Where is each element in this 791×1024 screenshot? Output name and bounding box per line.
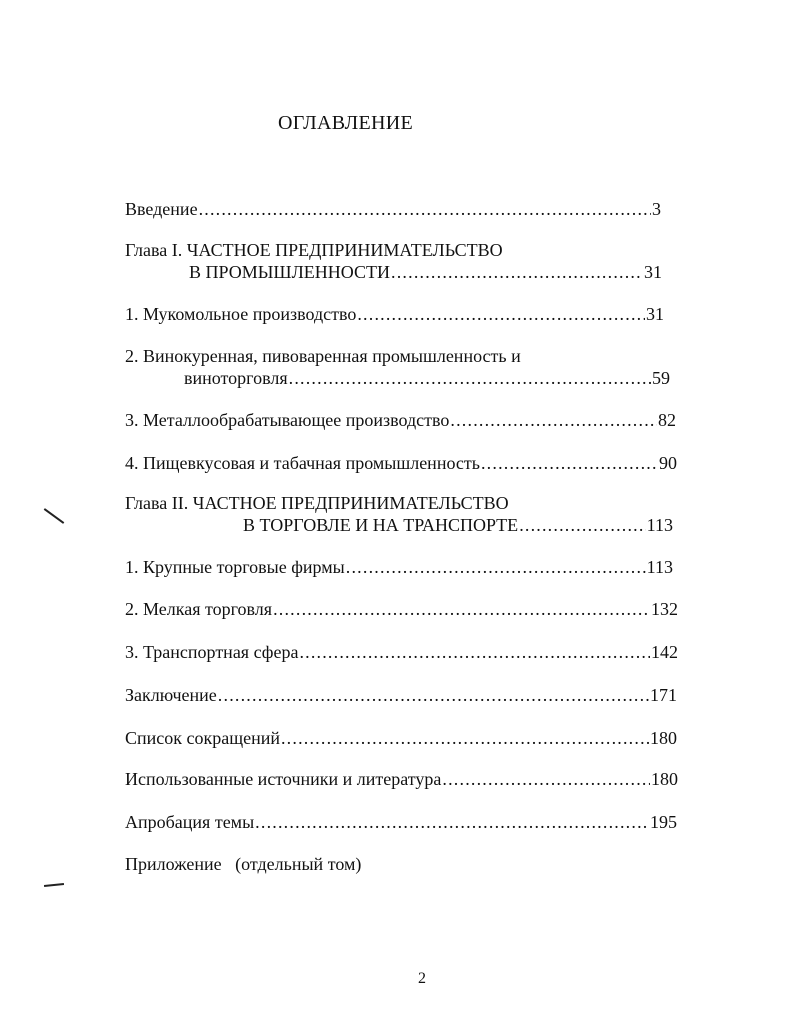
toc-label: Использованные источники и литература bbox=[125, 769, 442, 789]
toc-label: Введение bbox=[125, 199, 198, 219]
toc-entry-ch1-s3 bbox=[125, 409, 676, 431]
toc-entry-ch1-s1 bbox=[125, 303, 664, 325]
toc-entry-intro bbox=[125, 198, 661, 220]
toc-page: 3 bbox=[652, 199, 661, 219]
page-title: ОГЛАВЛЕНИЕ bbox=[278, 112, 413, 134]
toc-label: Апробация темы bbox=[125, 812, 255, 832]
toc-label: 1. Мукомольное производство bbox=[125, 304, 357, 324]
toc-ch1-s2-line1: 2. Винокуренная, пивоваренная промышленность и bbox=[125, 346, 521, 366]
toc-chapter1-line1: Глава I. ЧАСТНОЕ ПРЕДПРИНИМАТЕЛЬСТВО bbox=[125, 240, 503, 260]
toc-entry-sources bbox=[125, 768, 678, 790]
toc-label: 3. Металлообрабатывающее производство bbox=[125, 410, 450, 430]
toc-entry-ch2-s2 bbox=[125, 598, 678, 620]
toc-entry-chapter1 bbox=[189, 261, 662, 283]
toc-page: 113 bbox=[646, 515, 673, 535]
toc-entry-approbation bbox=[125, 811, 677, 833]
toc-page: 31 bbox=[644, 262, 662, 282]
page-number: 2 bbox=[418, 970, 426, 987]
toc-page: 195 bbox=[650, 812, 677, 832]
toc-page: 132 bbox=[651, 599, 678, 619]
toc-entry-ch2-s1 bbox=[125, 556, 673, 578]
toc-label: 2. Мелкая торговля bbox=[125, 599, 273, 619]
toc-label: 1. Крупные торговые фирмы bbox=[125, 557, 345, 577]
toc-label: виноторговля bbox=[184, 368, 288, 388]
toc-label: В ПРОМЫШЛЕННОСТИ bbox=[189, 262, 391, 282]
toc-chapter2-line1: Глава II. ЧАСТНОЕ ПРЕДПРИНИМАТЕЛЬСТВО bbox=[125, 493, 509, 513]
toc-label: 4. Пищевкусовая и табачная промышленность bbox=[125, 453, 480, 473]
toc-page: 180 bbox=[650, 728, 677, 748]
toc-page: 82 bbox=[658, 410, 676, 430]
scan-mark bbox=[44, 883, 64, 887]
toc-entry-abbreviations bbox=[125, 727, 677, 749]
toc-page: 59 bbox=[652, 368, 670, 388]
toc-entry-chapter2 bbox=[243, 514, 673, 536]
toc-entry-ch1-s2 bbox=[184, 367, 670, 389]
toc-entry-conclusion bbox=[125, 684, 677, 706]
toc-page: 90 bbox=[659, 453, 677, 473]
toc-page: 171 bbox=[650, 685, 677, 705]
toc-label: Список сокращений bbox=[125, 728, 280, 748]
toc-label: 3. Транспортная сфера bbox=[125, 642, 299, 662]
toc-entry-appendix: Приложение (отдельный том) bbox=[125, 854, 362, 874]
toc-label: Заключение bbox=[125, 685, 217, 705]
toc-entry-ch2-s3 bbox=[125, 641, 678, 663]
scan-mark bbox=[44, 508, 65, 524]
toc-page: 142 bbox=[651, 642, 678, 662]
toc-page: 31 bbox=[646, 304, 664, 324]
toc-label: В ТОРГОВЛЕ И НА ТРАНСПОРТЕ bbox=[243, 515, 519, 535]
toc-entry-ch1-s4 bbox=[125, 452, 677, 474]
toc-page: 113 bbox=[646, 557, 673, 577]
toc-page: 180 bbox=[651, 769, 678, 789]
